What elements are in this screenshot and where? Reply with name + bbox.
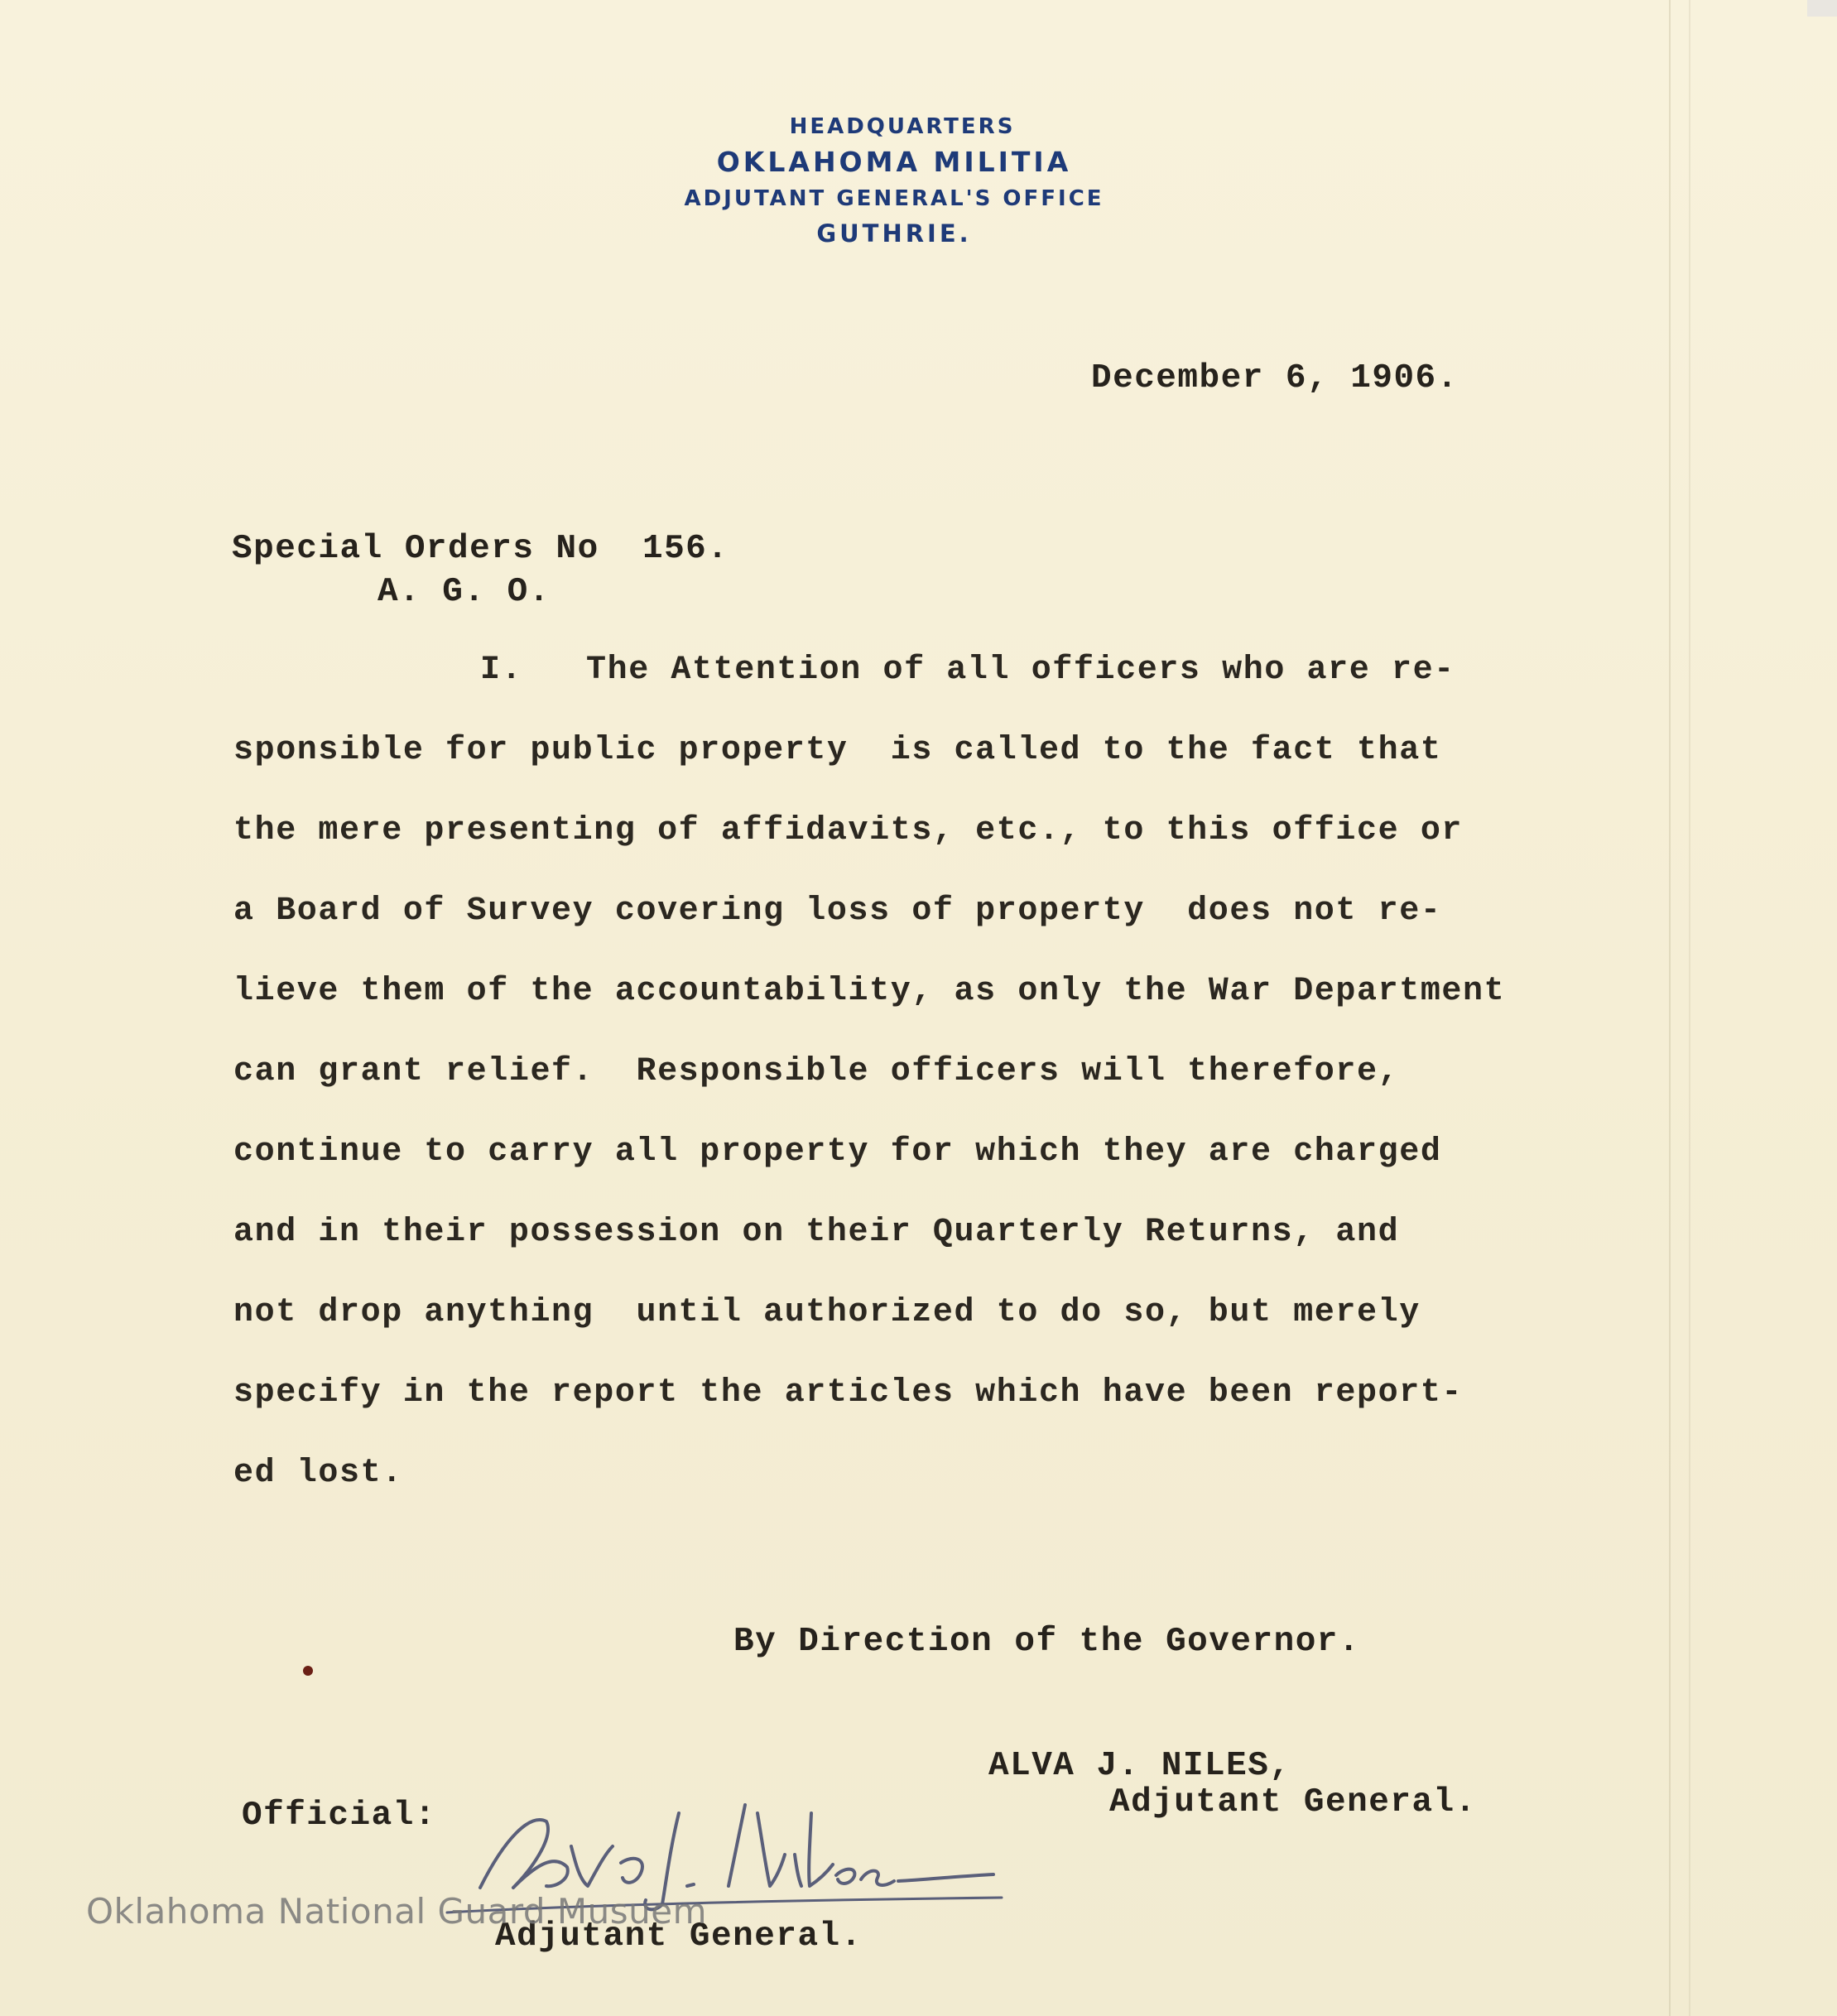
body-line: I. The Attention of all officers who are re- bbox=[480, 652, 1455, 689]
official-label: Official: bbox=[242, 1797, 436, 1835]
body-line: not drop anything until authorized to do so, but merely bbox=[233, 1294, 1421, 1331]
official-title: Adjutant General. bbox=[495, 1917, 863, 1956]
letter-date: December 6, 1906. bbox=[1091, 359, 1459, 397]
body-line: ed lost. bbox=[233, 1455, 403, 1492]
body-line: a Board of Survey covering loss of property does not re- bbox=[233, 893, 1442, 930]
by-direction-line: By Direction of the Governor. bbox=[733, 1623, 1361, 1661]
office-abbreviation: A. G. O. bbox=[377, 573, 551, 611]
letterhead-headquarters: HEADQUARTERS bbox=[789, 114, 1016, 139]
letterhead-city: GUTHRIE. bbox=[816, 219, 972, 248]
signer-title: Adjutant General. bbox=[1109, 1783, 1477, 1821]
letterhead-organization: OKLAHOMA MILITIA bbox=[716, 146, 1072, 178]
body-line: sponsible for public property is called to the fact that bbox=[233, 732, 1442, 769]
museum-watermark: Oklahoma National Guard Musuem bbox=[86, 1891, 708, 1932]
ink-spot bbox=[303, 1666, 313, 1676]
letterhead-office: ADJUTANT GENERAL'S OFFICE bbox=[684, 186, 1104, 211]
order-body bbox=[233, 646, 1740, 1529]
body-line: the mere presenting of affidavits, etc., to this office or bbox=[233, 812, 1464, 849]
body-line: lieve them of the accountability, as only the War Department bbox=[233, 973, 1506, 1010]
page-corner bbox=[1807, 0, 1837, 17]
body-line: can grant relief. Responsible officers will therefore, bbox=[233, 1053, 1400, 1090]
body-line: continue to carry all property for which they are charged bbox=[233, 1133, 1442, 1171]
body-line: specify in the report the articles which have been report- bbox=[233, 1374, 1464, 1412]
letterhead bbox=[579, 114, 1209, 248]
body-line: and in their possession on their Quarterly Returns, and bbox=[233, 1214, 1400, 1251]
signer-name: ALVA J. NILES, bbox=[988, 1747, 1291, 1785]
special-orders-number: Special Orders No 156. bbox=[232, 530, 729, 568]
